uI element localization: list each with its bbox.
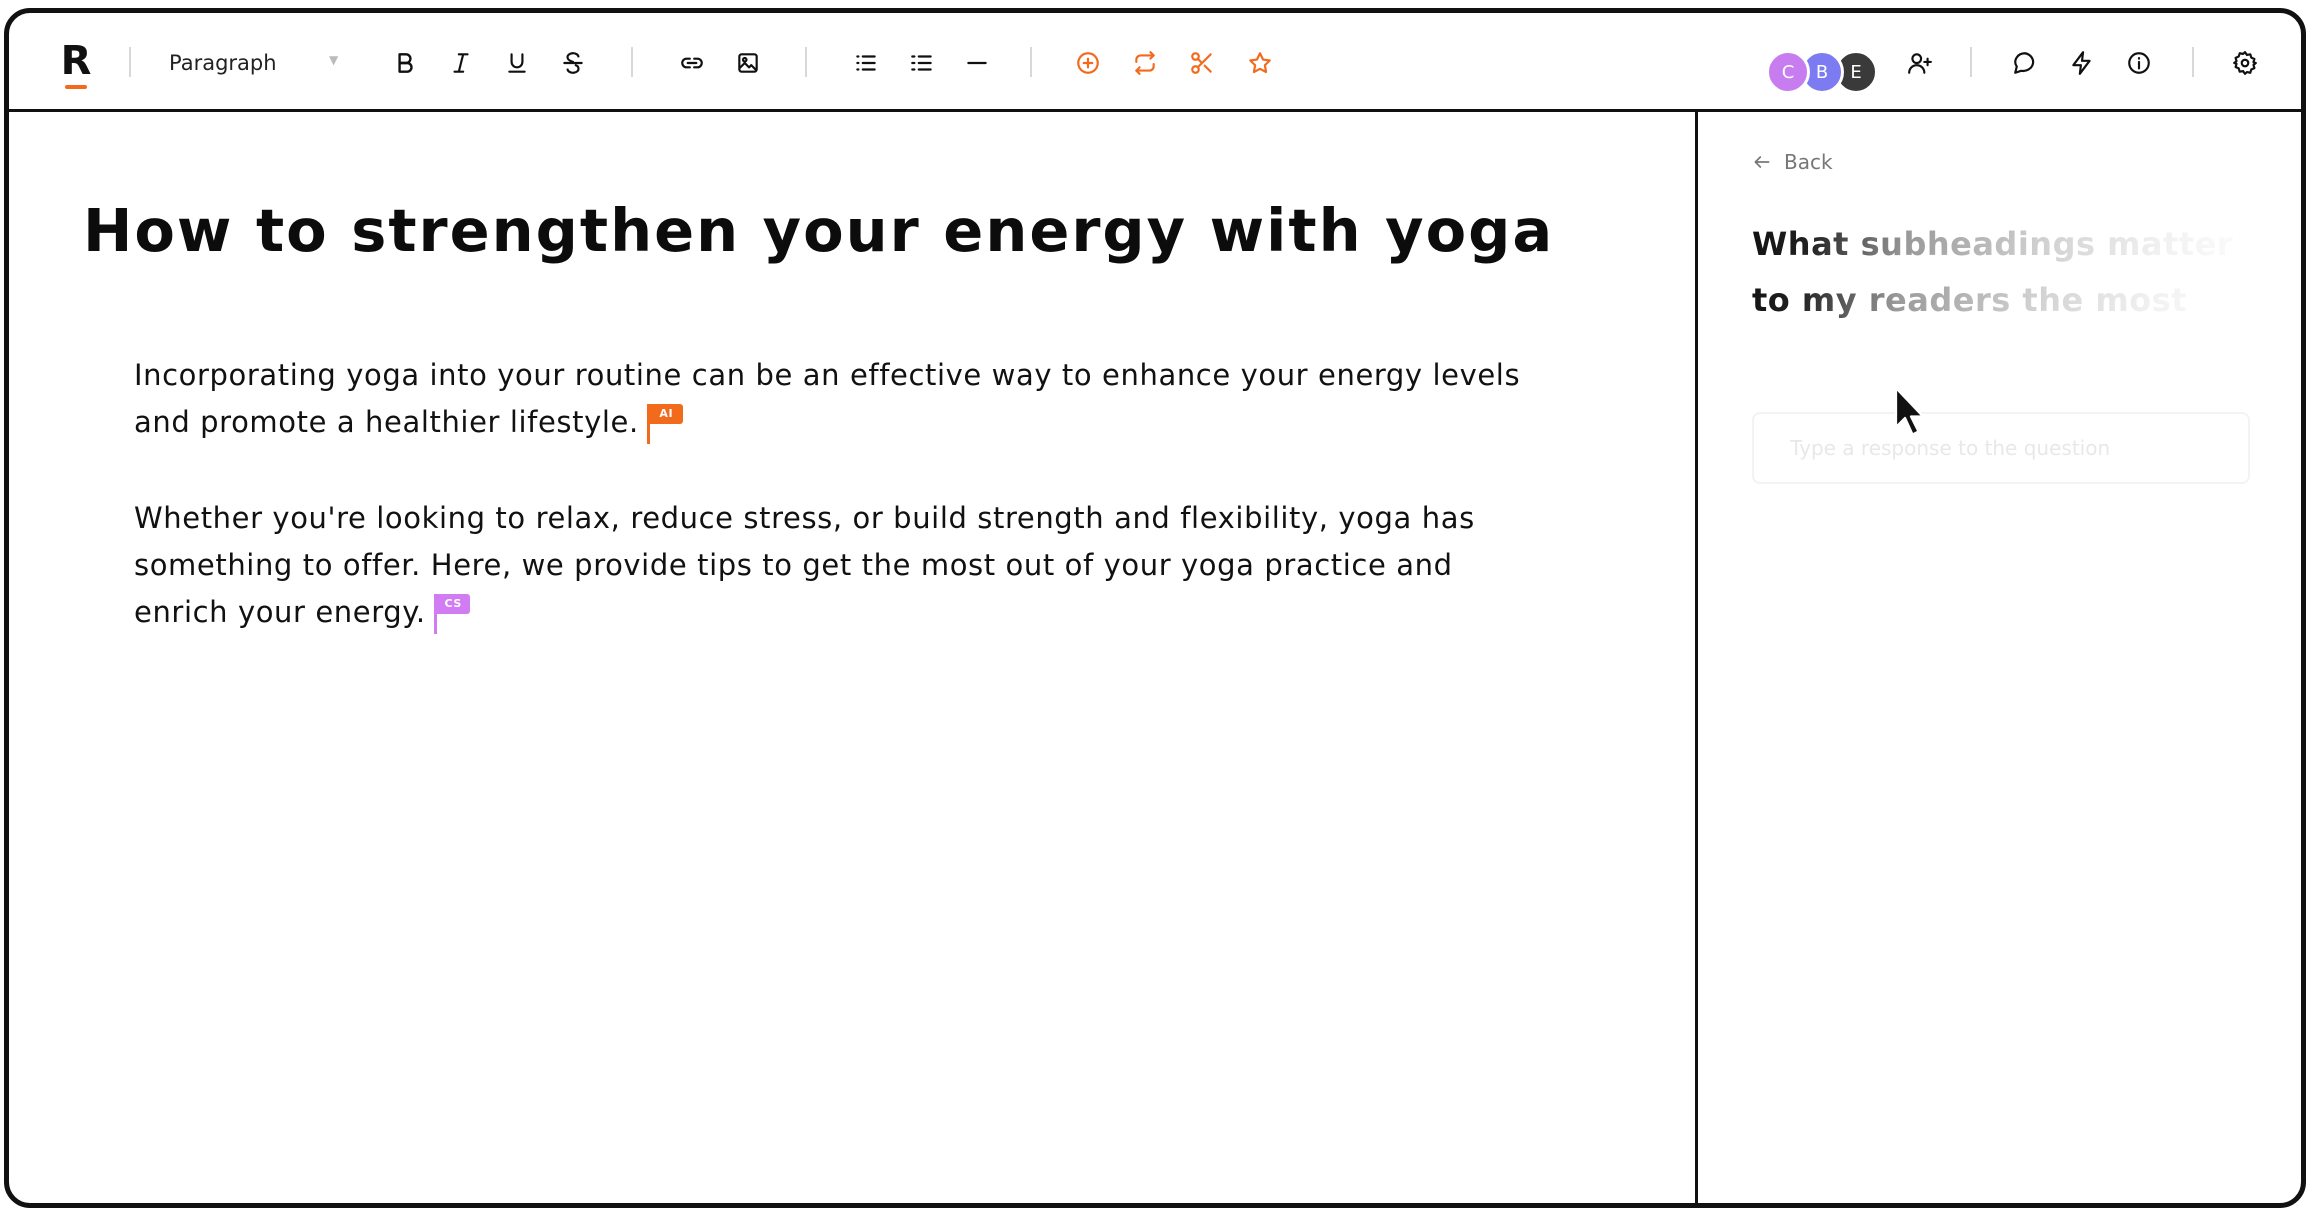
italic-icon xyxy=(448,50,474,76)
side-panel xyxy=(1698,112,2301,1203)
logo-letter: R xyxy=(60,38,92,84)
avatar-initial: B xyxy=(1815,61,1829,83)
bulleted-list-icon xyxy=(853,50,879,76)
answer-placeholder: Type a response to the question xyxy=(1790,436,2111,460)
comments-button[interactable] xyxy=(2005,43,2045,83)
document-title[interactable]: How to strengthen your energy with yoga xyxy=(83,196,1555,265)
toolbar-divider xyxy=(631,47,633,77)
ai-improve-button[interactable] xyxy=(1240,43,1280,83)
settings-button[interactable] xyxy=(2225,43,2265,83)
lightning-icon xyxy=(2069,50,2095,76)
bold-button[interactable] xyxy=(385,43,425,83)
logo-underline xyxy=(65,85,87,89)
paragraph[interactable] xyxy=(134,495,1554,636)
paragraph-text: Incorporating yoga into your routine can be an effective way to enhance your energy levels and promote a healthier lifestyle. xyxy=(134,358,1521,439)
ai-rewrite-button[interactable] xyxy=(1125,43,1165,83)
link-icon xyxy=(679,50,705,76)
cs-flag-marker[interactable] xyxy=(434,594,470,634)
star-icon xyxy=(1247,50,1273,76)
rewrite-icon xyxy=(1132,50,1158,76)
add-user-icon xyxy=(1907,50,1933,76)
bold-icon xyxy=(392,50,418,76)
back-label: Back xyxy=(1784,150,1833,174)
app-logo[interactable] xyxy=(56,37,96,93)
add-circle-icon xyxy=(1075,50,1101,76)
document-editor[interactable] xyxy=(9,112,1695,1203)
numbered-list-icon xyxy=(909,50,935,76)
paragraph-text: Whether you're looking to relax, reduce stress, or build strength and flexibility, yoga has something to offer. Here, we provide tips to get the most out of your yoga practice and enrich your energy. xyxy=(134,501,1475,629)
horizontal-rule-button[interactable] xyxy=(957,43,997,83)
avatar[interactable] xyxy=(1766,50,1810,94)
chevron-down-icon: ▼ xyxy=(329,53,339,67)
mouse-cursor-icon xyxy=(1893,385,1929,439)
answer-input[interactable] xyxy=(1752,412,2250,484)
comment-icon xyxy=(2012,50,2038,76)
numbered-list-button[interactable] xyxy=(902,43,942,83)
scissors-icon xyxy=(1189,50,1215,76)
underline-button[interactable] xyxy=(497,43,537,83)
info-button[interactable] xyxy=(2119,43,2159,83)
toolbar-divider xyxy=(129,47,131,77)
image-button[interactable] xyxy=(728,43,768,83)
ai-flag-marker[interactable] xyxy=(647,404,683,444)
strikethrough-button[interactable] xyxy=(553,43,593,83)
toolbar-divider xyxy=(805,47,807,77)
link-button[interactable] xyxy=(672,43,712,83)
italic-button[interactable] xyxy=(441,43,481,83)
block-type-select[interactable] xyxy=(169,45,339,81)
bulleted-list-button[interactable] xyxy=(846,43,886,83)
toolbar xyxy=(9,13,2301,112)
paragraph[interactable] xyxy=(134,352,1554,446)
block-type-label: Paragraph xyxy=(169,51,277,75)
invite-user-button[interactable] xyxy=(1900,43,1940,83)
panel-question: What subheadings matter to my readers the most xyxy=(1752,216,2262,328)
toolbar-divider xyxy=(1970,47,1972,77)
avatar-initial: E xyxy=(1850,61,1862,83)
toolbar-divider xyxy=(2192,47,2194,77)
strikethrough-icon xyxy=(560,50,586,76)
underline-icon xyxy=(504,50,530,76)
flag-label: CS xyxy=(437,594,470,614)
back-button[interactable] xyxy=(1752,150,1833,174)
arrow-left-icon xyxy=(1752,152,1772,172)
flag-label: AI xyxy=(650,404,683,424)
settings-icon xyxy=(2232,50,2258,76)
ai-add-button[interactable] xyxy=(1068,43,1108,83)
info-icon xyxy=(2126,50,2152,76)
app-window xyxy=(4,8,2306,1208)
toolbar-divider xyxy=(1030,47,1032,77)
ai-shorten-button[interactable] xyxy=(1182,43,1222,83)
image-icon xyxy=(735,50,761,76)
actions-button[interactable] xyxy=(2062,43,2102,83)
horizontal-rule-icon xyxy=(964,50,990,76)
avatar-initial: C xyxy=(1781,61,1795,83)
